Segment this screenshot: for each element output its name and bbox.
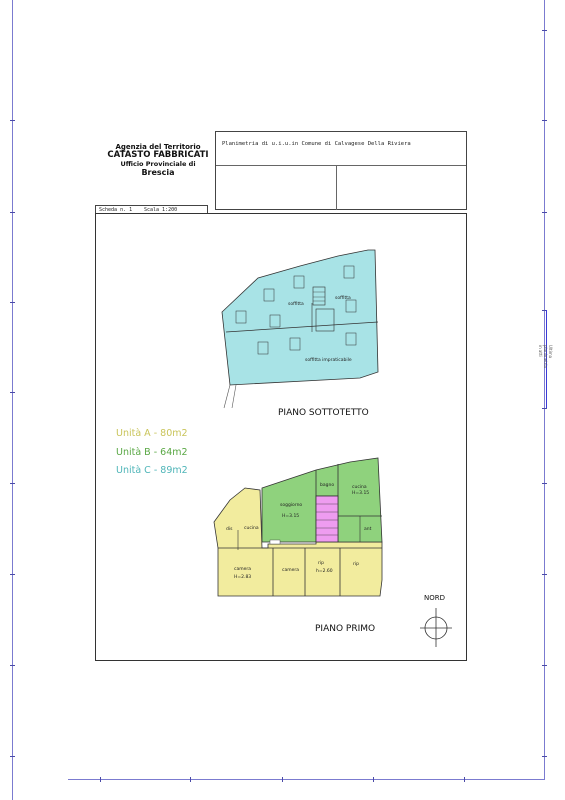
legend-unit-a: Unità A - 80m2	[116, 428, 188, 439]
room-label: h=2.60	[316, 569, 333, 574]
attic-external-stair	[232, 385, 236, 408]
plan-title-primo: PIANO PRIMO	[315, 624, 376, 634]
room-label: dis	[226, 527, 233, 532]
plan-title-sottotetto: PIANO SOTTOTETTO	[278, 408, 369, 418]
planimetria-text: Planimetria di u.i.u.in Comune di Calvagese Della Riviera	[222, 141, 411, 147]
legend-unit-b: Unità B - 64m2	[116, 447, 188, 458]
attic-label: soffitta	[288, 302, 304, 307]
room-label: bagno	[320, 483, 335, 488]
agency-name: Agenzia del Territorio	[115, 143, 201, 151]
side-note: Ultima planimetria in atti	[538, 345, 553, 368]
city-label: Brescia	[141, 168, 175, 178]
room-label: soggiorno	[280, 503, 303, 508]
attic-external-stair	[224, 385, 230, 408]
room-label: camera	[234, 567, 251, 572]
scala-label: Scala 1:200	[144, 207, 178, 213]
legend-unit-c: Unità C - 89m2	[116, 465, 188, 476]
attic-label: soffitta	[335, 296, 351, 301]
room-label: ant	[364, 527, 372, 532]
room-label: cucina	[244, 526, 259, 531]
compass-label: NORD	[424, 594, 445, 602]
catasto-title: CATASTO FABBRICATI	[107, 150, 209, 161]
room-label: cucina	[352, 485, 367, 490]
room-label: rip	[318, 561, 324, 566]
scheda-number: Scheda n. 1	[99, 207, 133, 213]
room-label: H=3.15	[282, 514, 300, 519]
attic-label: soffitta impraticabile	[305, 358, 352, 363]
room-label: H=3.15	[352, 491, 370, 496]
room-label: camera	[282, 568, 299, 573]
attic-area	[222, 250, 378, 385]
ufficio-label: Ufficio Provinciale di	[120, 159, 196, 168]
room-label: rip	[353, 562, 359, 567]
room-label: H=2.83	[234, 575, 252, 580]
window	[270, 540, 280, 544]
